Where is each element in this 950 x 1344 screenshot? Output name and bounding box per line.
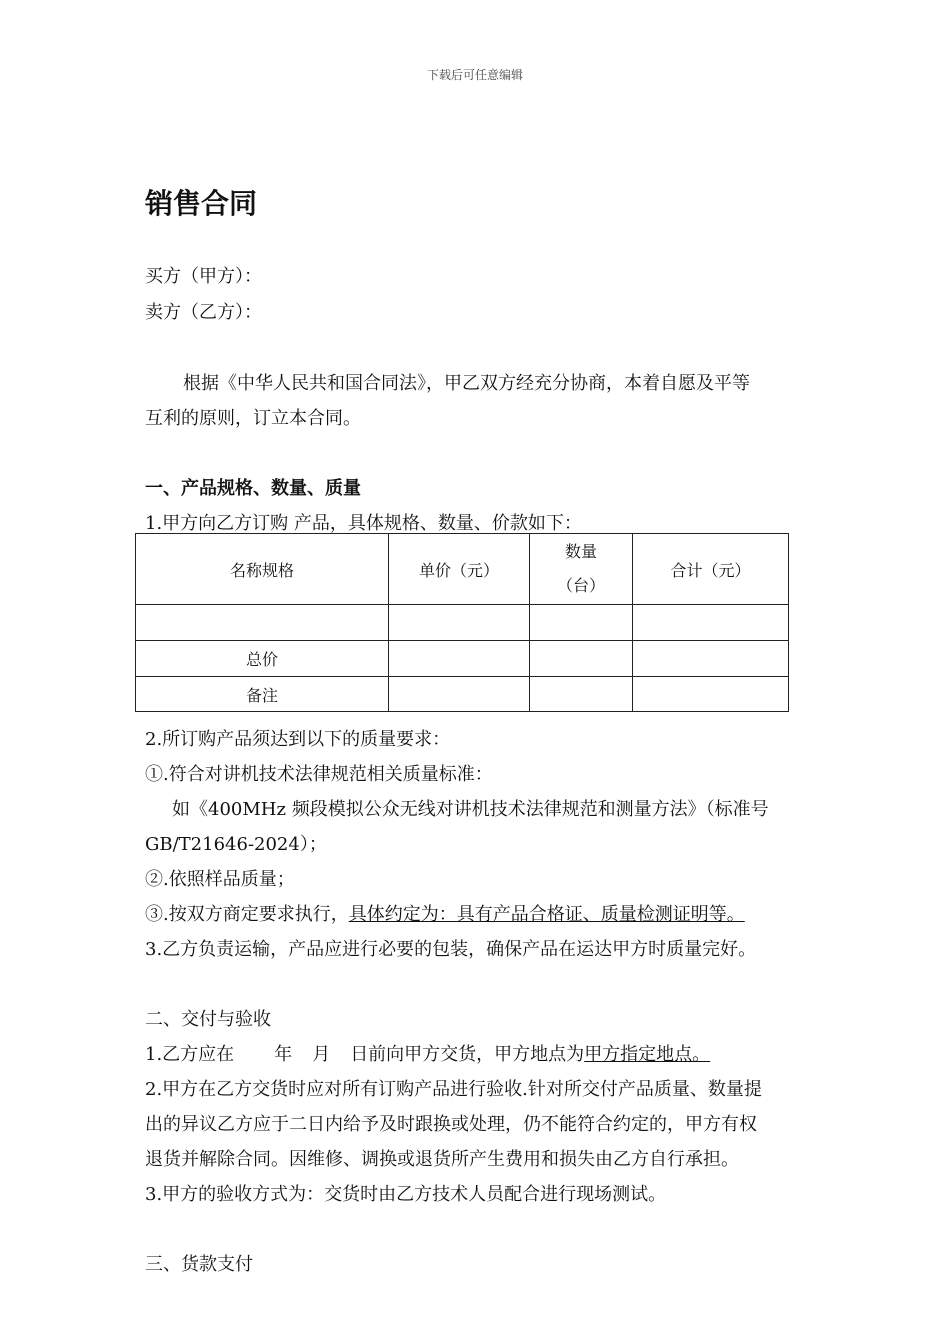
header-note: 下载后可任意编辑 — [426, 68, 523, 82]
month-blank[interactable] — [292, 1044, 312, 1065]
buyer-line: 买方（甲方）： — [145, 266, 262, 287]
intro-line-1: 根据《中华人民共和国合同法》，甲乙双方经充分协商，本着自愿及平等 — [183, 373, 750, 394]
standard-detail-line-1: 如《400MHz 频段模拟公众无线对讲机技术法律规范和测量方法》（标准号 — [172, 799, 769, 820]
table-row-remarks — [136, 677, 789, 712]
header-quantity — [530, 534, 633, 605]
table-row — [136, 605, 789, 641]
intro-line-2: 互利的原则，订立本合同。 — [145, 408, 361, 429]
item1-text-d: 日前向甲方交货，甲方地点为 — [350, 1044, 585, 1065]
item1-text-a: 1.乙方应在 — [145, 1044, 235, 1065]
section1-item2: 2.所订购产品须达到以下的质量要求： — [145, 729, 451, 750]
year-blank[interactable] — [234, 1044, 274, 1065]
section1-item1: 1.甲方向乙方订购 产品，具体规格、数量、价款如下： — [145, 513, 582, 534]
section3-heading: 三、货款支付 — [145, 1254, 253, 1275]
item1-text-b: 年 — [274, 1044, 293, 1065]
section2-item2-line3: 退货并解除合同。因维修、调换或退货所产生费用和损失由乙方自行承担。 — [145, 1149, 739, 1170]
section2-item2-line1: 2.甲方在乙方交货时应对所有订购产品进行验收.针对所交付产品质量、数量提 — [145, 1079, 762, 1100]
section2-heading: 二、交付与验收 — [145, 1009, 271, 1030]
table-cell[interactable] — [530, 605, 633, 641]
header-name-spec: 名称规格 — [136, 534, 389, 605]
section2-item3: 3.甲方的验收方式为：交货时由乙方技术人员配合进行现场测试。 — [145, 1184, 667, 1205]
table-cell[interactable] — [389, 605, 530, 641]
item1-text-c: 月 — [312, 1044, 331, 1065]
total-label: 总价 — [136, 641, 389, 677]
table-cell[interactable] — [633, 641, 789, 677]
seller-line: 卖方（乙方）： — [145, 302, 262, 323]
table-cell[interactable] — [389, 641, 530, 677]
section2-item2-line2: 出的异议乙方应于二日内给予及时跟换或处理，仍不能符合约定的，甲方有权 — [145, 1114, 757, 1135]
section1-heading: 一、产品规格、数量、质量 — [145, 478, 361, 499]
header-total: 合计（元） — [633, 534, 789, 605]
header-unit-price: 单价（元） — [389, 534, 530, 605]
document-title: 销售合同 — [145, 187, 258, 220]
header-quantity-line2: （台） — [556, 576, 605, 595]
delivery-location: 甲方指定地点。 — [584, 1044, 711, 1065]
section1-item2-3 — [145, 900, 745, 926]
section1-item2-1: ①.符合对讲机技术法律规范相关质量标准： — [145, 764, 493, 785]
remarks-label: 备注 — [136, 677, 389, 712]
table-row-total — [136, 641, 789, 677]
table-header-row — [136, 534, 789, 605]
day-blank[interactable] — [330, 1044, 350, 1065]
header-quantity-line1: 数量 — [564, 542, 597, 561]
table-cell[interactable] — [136, 605, 389, 641]
section1-item2-2: ②.依照样品质量； — [145, 869, 295, 890]
table-cell[interactable] — [530, 677, 633, 712]
table-cell[interactable] — [389, 677, 530, 712]
standard-detail-line-2: GB/T21646-2024）； — [145, 834, 327, 855]
product-spec-table — [135, 533, 789, 712]
item2-3-text: ③.按双方商定要求执行， — [145, 904, 349, 925]
section2-item1 — [145, 1040, 710, 1066]
table-cell[interactable] — [530, 641, 633, 677]
section1-item3: 3.乙方负责运输，产品应进行必要的包装，确保产品在运达甲方时质量完好。 — [145, 939, 757, 960]
item2-3-underlined: 具体约定为：具有产品合格证、质量检测证明等。 — [348, 904, 745, 925]
table-cell[interactable] — [633, 677, 789, 712]
table-cell[interactable] — [633, 605, 789, 641]
